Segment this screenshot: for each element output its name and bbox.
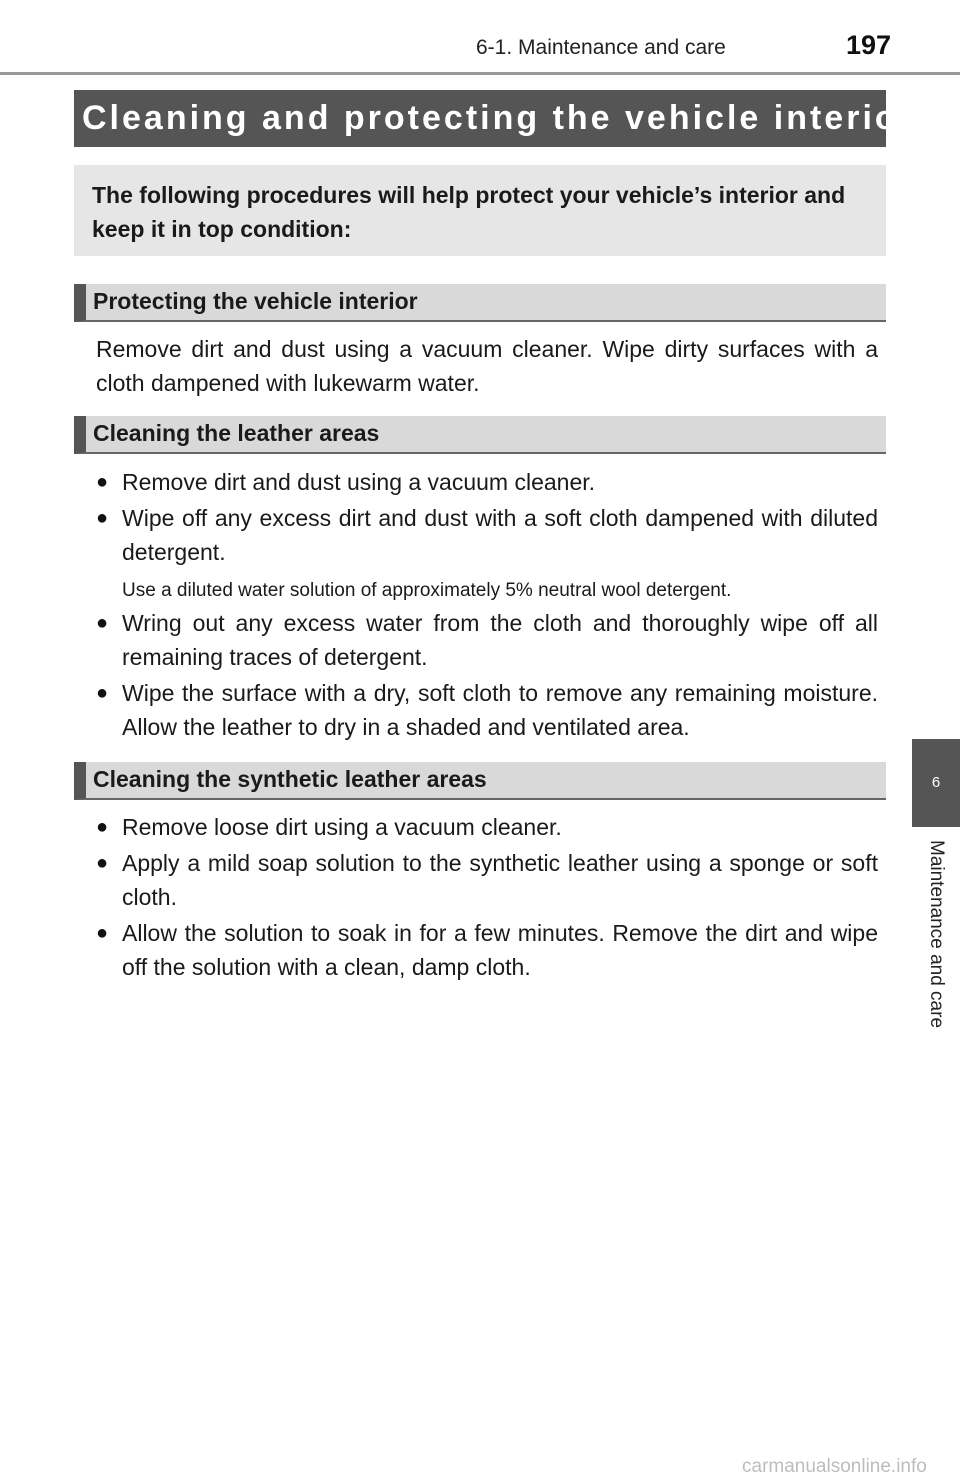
list-item-text: Remove loose dirt using a vacuum cleaner.: [122, 814, 562, 840]
list-item-text: Remove dirt and dust using a vacuum cleaner.: [122, 469, 596, 495]
bullet-icon: ●: [96, 471, 109, 493]
page-number: 197: [846, 30, 892, 60]
bullet-icon: ●: [96, 507, 109, 529]
page-title: Cleaning and protecting the vehicle interior: [74, 90, 886, 147]
bullet-icon: ●: [96, 852, 109, 874]
list-item: [96, 501, 878, 569]
list-item: [96, 846, 878, 914]
header-divider: [0, 72, 960, 75]
bullet-icon: ●: [96, 612, 109, 634]
list-item: [96, 606, 878, 674]
section-reference: 6-1. Maintenance and care: [476, 36, 726, 59]
list-item: [96, 810, 878, 844]
list-item-text: Allow the solution to soak in for a few minutes. Remove the dirt and wipe off the solution with a clean, damp cloth.: [122, 920, 878, 980]
bullet-icon: ●: [96, 682, 109, 704]
list-item: [96, 465, 878, 499]
page-header: [0, 0, 960, 76]
list-item-text: Wring out any excess water from the cloth and thoroughly wipe off all remaining traces of detergent.: [122, 610, 878, 670]
list-item-text: Apply a mild soap solution to the synthetic leather using a sponge or soft cloth.: [122, 850, 878, 910]
bullet-icon: ●: [96, 816, 109, 838]
list-item: [96, 676, 878, 744]
section-heading-synthetic-leather: Cleaning the synthetic leather areas: [74, 762, 886, 800]
list-item-text: Wipe the surface with a dry, soft cloth to remove any remaining moisture. Allow the leather to dry in a shaded and ventilated area.: [122, 680, 878, 740]
bullet-icon: ●: [96, 922, 109, 944]
list-item-text: Wipe off any excess dirt and dust with a soft cloth dampened with diluted detergent.: [122, 505, 878, 565]
chapter-tab: 6: [912, 739, 960, 827]
section-heading-protecting: Protecting the vehicle interior: [74, 284, 886, 322]
section-heading-leather: Cleaning the leather areas: [74, 416, 886, 454]
note-text: Use a diluted water solution of approximately 5% neutral wool detergent.: [122, 580, 732, 601]
watermark: carmanualsonline.info: [742, 1456, 927, 1477]
intro-box: The following procedures will help protect your vehicle’s interior and keep it in top condition:: [74, 165, 886, 256]
list-item: [96, 916, 878, 984]
section-paragraph-protecting: Remove dirt and dust using a vacuum cleaner. Wipe dirty surfaces with a cloth dampened with lukewarm water.: [96, 336, 878, 396]
chapter-label: Maintenance and care: [926, 840, 947, 1029]
